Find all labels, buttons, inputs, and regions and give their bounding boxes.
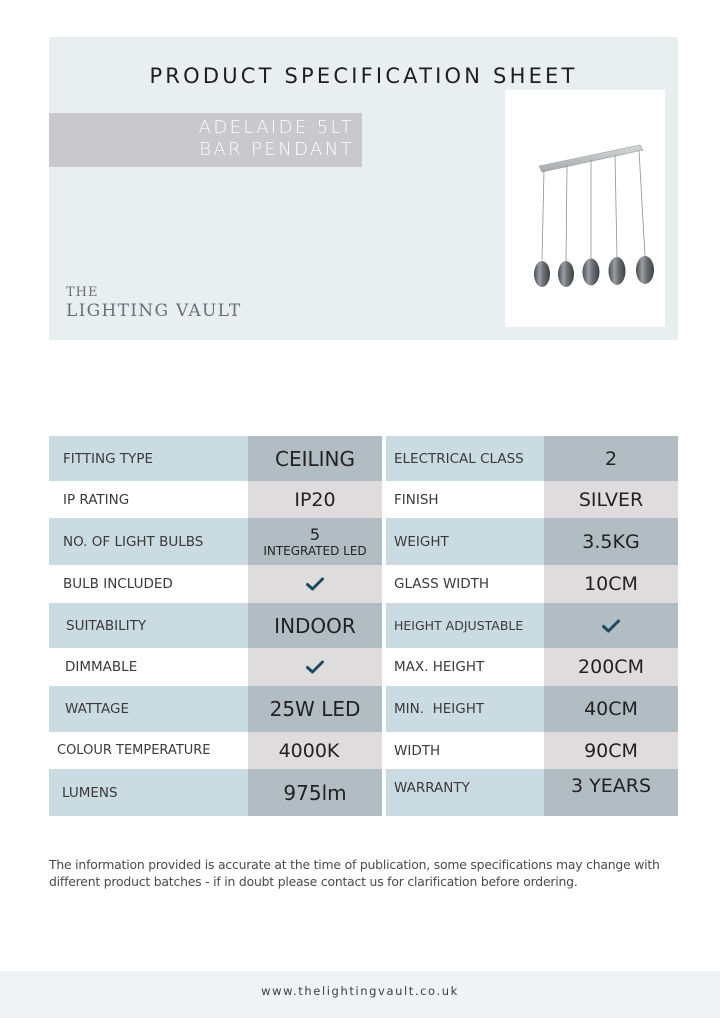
product-name-line1: ADELAIDE 5LT (198, 117, 354, 138)
spec-label: DIMMABLE (49, 648, 248, 686)
spec-label: GLASS WIDTH (386, 565, 544, 603)
spec-row (386, 686, 678, 732)
spec-value: 2 (544, 436, 678, 481)
spec-value: 25W LED (248, 686, 382, 732)
spec-row (386, 565, 678, 603)
spec-label: FINISH (386, 481, 544, 518)
spec-label: IP RATING (49, 481, 248, 518)
spec-row (49, 732, 382, 769)
spec-row (386, 732, 678, 769)
spec-value: 40CM (544, 686, 678, 732)
spec-label: WIDTH (386, 732, 544, 769)
spec-label: BULB INCLUDED (49, 565, 248, 603)
spec-label: SUITABILITY (49, 603, 248, 648)
spec-value: 200CM (544, 648, 678, 686)
brand-line2: LIGHTING VAULT (66, 301, 242, 321)
header-block (49, 37, 678, 340)
spec-value: 4000K (248, 732, 382, 769)
spec-row (49, 603, 382, 648)
check-icon (306, 577, 324, 591)
spec-value (248, 518, 382, 565)
spec-row (386, 769, 678, 816)
spec-label: LUMENS (49, 769, 248, 816)
brand-line1: THE (66, 285, 99, 300)
spec-value (544, 603, 678, 648)
spec-row (49, 436, 382, 481)
bulb-type: INTEGRATED LED (263, 543, 367, 558)
spec-value: CEILING (248, 436, 382, 481)
spec-value: 90CM (544, 732, 678, 769)
brand-logo (66, 285, 242, 321)
spec-value: SILVER (544, 481, 678, 518)
spec-row (49, 769, 382, 816)
spec-value: 3 YEARS (544, 769, 678, 816)
spec-row (386, 481, 678, 518)
spec-value: 10CM (544, 565, 678, 603)
spec-value: 3.5KG (544, 518, 678, 565)
spec-label: MIN. HEIGHT (386, 686, 544, 732)
spec-row (49, 686, 382, 732)
product-image (505, 90, 665, 327)
pendant-illustration (505, 90, 665, 327)
website-link[interactable]: www.thelightingvault.co.uk (261, 984, 459, 998)
bulb-count: 5 (309, 524, 321, 544)
spec-label: ELECTRICAL CLASS (386, 436, 544, 481)
spec-table-right (386, 436, 678, 816)
spec-row (49, 565, 382, 603)
spec-label: HEIGHT ADJUSTABLE (386, 603, 544, 648)
spec-value: INDOOR (248, 603, 382, 648)
spec-label: MAX. HEIGHT (386, 648, 544, 686)
spec-value (248, 648, 382, 686)
spec-row (386, 603, 678, 648)
spec-row (386, 648, 678, 686)
product-name-bar (49, 113, 362, 167)
spec-value (248, 565, 382, 603)
spec-row (49, 518, 382, 565)
spec-value: 975lm (248, 769, 382, 816)
spec-label: NO. OF LIGHT BULBS (49, 518, 248, 565)
spec-table-left (49, 436, 382, 816)
spec-label: FITTING TYPE (49, 436, 248, 481)
spec-value: IP20 (248, 481, 382, 518)
disclaimer-text: The information provided is accurate at the time of publication, some specifications may change with different product batches - if in doubt please contact us for clarification before ordering. (49, 857, 660, 889)
spec-row (49, 481, 382, 518)
check-icon (306, 660, 324, 674)
page-title: PRODUCT SPECIFICATION SHEET (149, 64, 578, 88)
spec-row (49, 648, 382, 686)
spec-row (386, 436, 678, 481)
spec-label: WEIGHT (386, 518, 544, 565)
check-icon (602, 619, 620, 633)
spec-label: WATTAGE (49, 686, 248, 732)
spec-label: COLOUR TEMPERATURE (49, 732, 248, 769)
spec-label: WARRANTY (386, 769, 544, 816)
footer (0, 971, 720, 1018)
spec-row (386, 518, 678, 565)
product-name-line2: BAR PENDANT (199, 139, 354, 160)
